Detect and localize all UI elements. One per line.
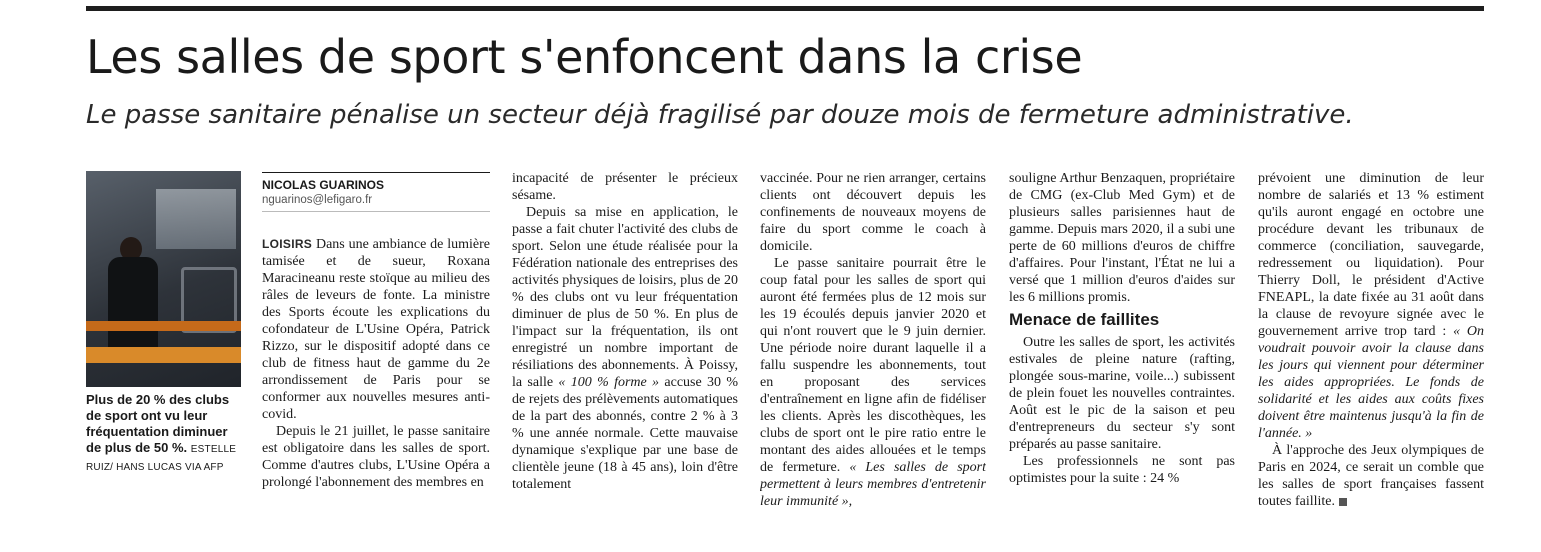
byline-rule bbox=[262, 172, 490, 173]
paragraph: Depuis le 21 juillet, le passe sanitaire est obligatoire dans les salles de sport. Comme d'autres clubs, L'Usine Opéra a prolongé l'abonnement des membres en bbox=[262, 424, 490, 490]
column-3 bbox=[760, 170, 986, 532]
column-1 bbox=[262, 236, 490, 532]
column-4 bbox=[1009, 170, 1235, 532]
section-label: LOISIRS bbox=[262, 237, 313, 251]
column-5 bbox=[1258, 170, 1484, 532]
section-heading: Menace de faillites bbox=[1009, 310, 1160, 329]
paragraph: Le passe sanitaire pourrait être le coup fatal pour les salles de sport qui auront été fermées plus de 12 mois sur les 19 écoulés depuis janvier 2020 et qui n'ont rouvert que le 9 juin dernier. Une période noire durant laquelle il a fallu suspendre les abonnements, tout en proposant des services d'entraînement en ligne afin de fidéliser les clients. Après les discothèques, les clubs de sport ont le pire ratio entre le montant des aides allouées et le temps de fermeture. « Les salles de sport permettent à leurs membres d'entretenir leur immunité », bbox=[760, 256, 986, 509]
column-2 bbox=[512, 170, 738, 532]
article-photo bbox=[86, 171, 241, 387]
end-mark-icon bbox=[1339, 498, 1347, 506]
paragraph: Outre les salles de sport, les activités estivales de pleine nature (rafting, plongée sous-marine, voile...) subissent de plein fouet les nouvelles contraintes. Août est le pic de la saison et peu d'entrepreneurs du secteur s'y sont préparés au passe sanitaire. bbox=[1009, 335, 1235, 452]
photo-caption bbox=[86, 392, 241, 476]
headline: Les salles de sport s'enfoncent dans la crise bbox=[86, 30, 1083, 84]
photo-credit: ESTELLE RUIZ/ HANS LUCAS VIA AFP bbox=[86, 444, 237, 473]
subheadline: Le passe sanitaire pénalise un secteur déjà fragilisé par douze mois de fermeture administrative. bbox=[86, 100, 1354, 130]
paragraph: LOISIRS Dans une ambiance de lumière tamisée et de sueur, Roxana Maracineanu reste stoïque au milieu des râles de leveurs de fonte. La ministre des Sports écoute les explications du cofondateur de L'Usine Opéra, Patrick Rizzo, sur le dispositif adopté dans ce club de fitness haut de gamme du 2e arrondissement de Paris pour se conformer aux nouvelles mesures anti-covid. bbox=[262, 237, 490, 422]
author-name: NICOLAS GUARINOS bbox=[262, 178, 385, 192]
top-rule bbox=[86, 6, 1484, 11]
byline-divider bbox=[262, 211, 490, 212]
paragraph: Les professionnels ne sont pas optimistes pour la suite : 24 % bbox=[1009, 454, 1235, 486]
paragraph: souligne Arthur Benzaquen, propriétaire de CMG (ex-Club Med Gym) et de plusieurs salles parisiennes haut de gamme. Depuis mars 2020, il a subi une perte de 60 millions d'euros de chiffre d'affaires. Pour l'instant, l'État ne lui a versé que 1 million d'euros d'aides sur les 6 millions promis. bbox=[1009, 171, 1235, 305]
byline bbox=[262, 178, 490, 208]
paragraph: incapacité de présenter le précieux sésame. bbox=[512, 171, 738, 203]
caption-text: Plus de 20 % des clubs de sport ont vu leur fréquentation diminuer de plus de 50 %. bbox=[86, 392, 230, 455]
author-email[interactable]: nguarinos@lefigaro.fr bbox=[262, 194, 373, 206]
paragraph: À l'approche des Jeux olympiques de Paris en 2024, ce serait un comble que les salles de sport françaises fassent toutes faillite. bbox=[1258, 443, 1484, 509]
paragraph: prévoient une diminution de leur nombre de salariés et 13 % estiment qu'ils auront engagé en octobre une procédure devant les tribunaux de commerce (conciliation, sauvegarde, redressement ou liquidation). Pour Thierry Doll, le président d'Active FNEAPL, la date fixée au 31 août dans la clause de revoyure signée avec le gouvernement arrive trop tard : « On voudrait pouvoir avoir la clause dans les jours qui viennent pour déterminer les aides appropriées. Le fonds de solidarité et les aides aux coûts fixes doivent être maintenus jusqu'à la fin de l'année. » bbox=[1258, 171, 1484, 441]
paragraph: Depuis sa mise en application, le passe a fait chuter l'activité des clubs de sport. Selon une étude réalisée pour la Fédération nationale des entreprises des activités physiques de loisirs, plus de 20 % des clubs ont vu leur fréquentation diminuer de plus de 50 %. En plus de l'impact sur la fréquentation, ils ont enregistré un nombre important de résiliations des abonnements. À Poissy, la salle « 100 % forme » accuse 30 % de rejets des prélèvements automatiques de la part des abonnés, contre 2 % à 3 % une année normale. Cette mauvaise dynamique s'explique par une base de clientèle jeune (18 à 45 ans), loin d'être totalement bbox=[512, 205, 738, 492]
paragraph: vaccinée. Pour ne rien arranger, certains clients ont découvert depuis les confinements de nouveaux moyens de faire du sport comme le coach à domicile. bbox=[760, 171, 986, 254]
